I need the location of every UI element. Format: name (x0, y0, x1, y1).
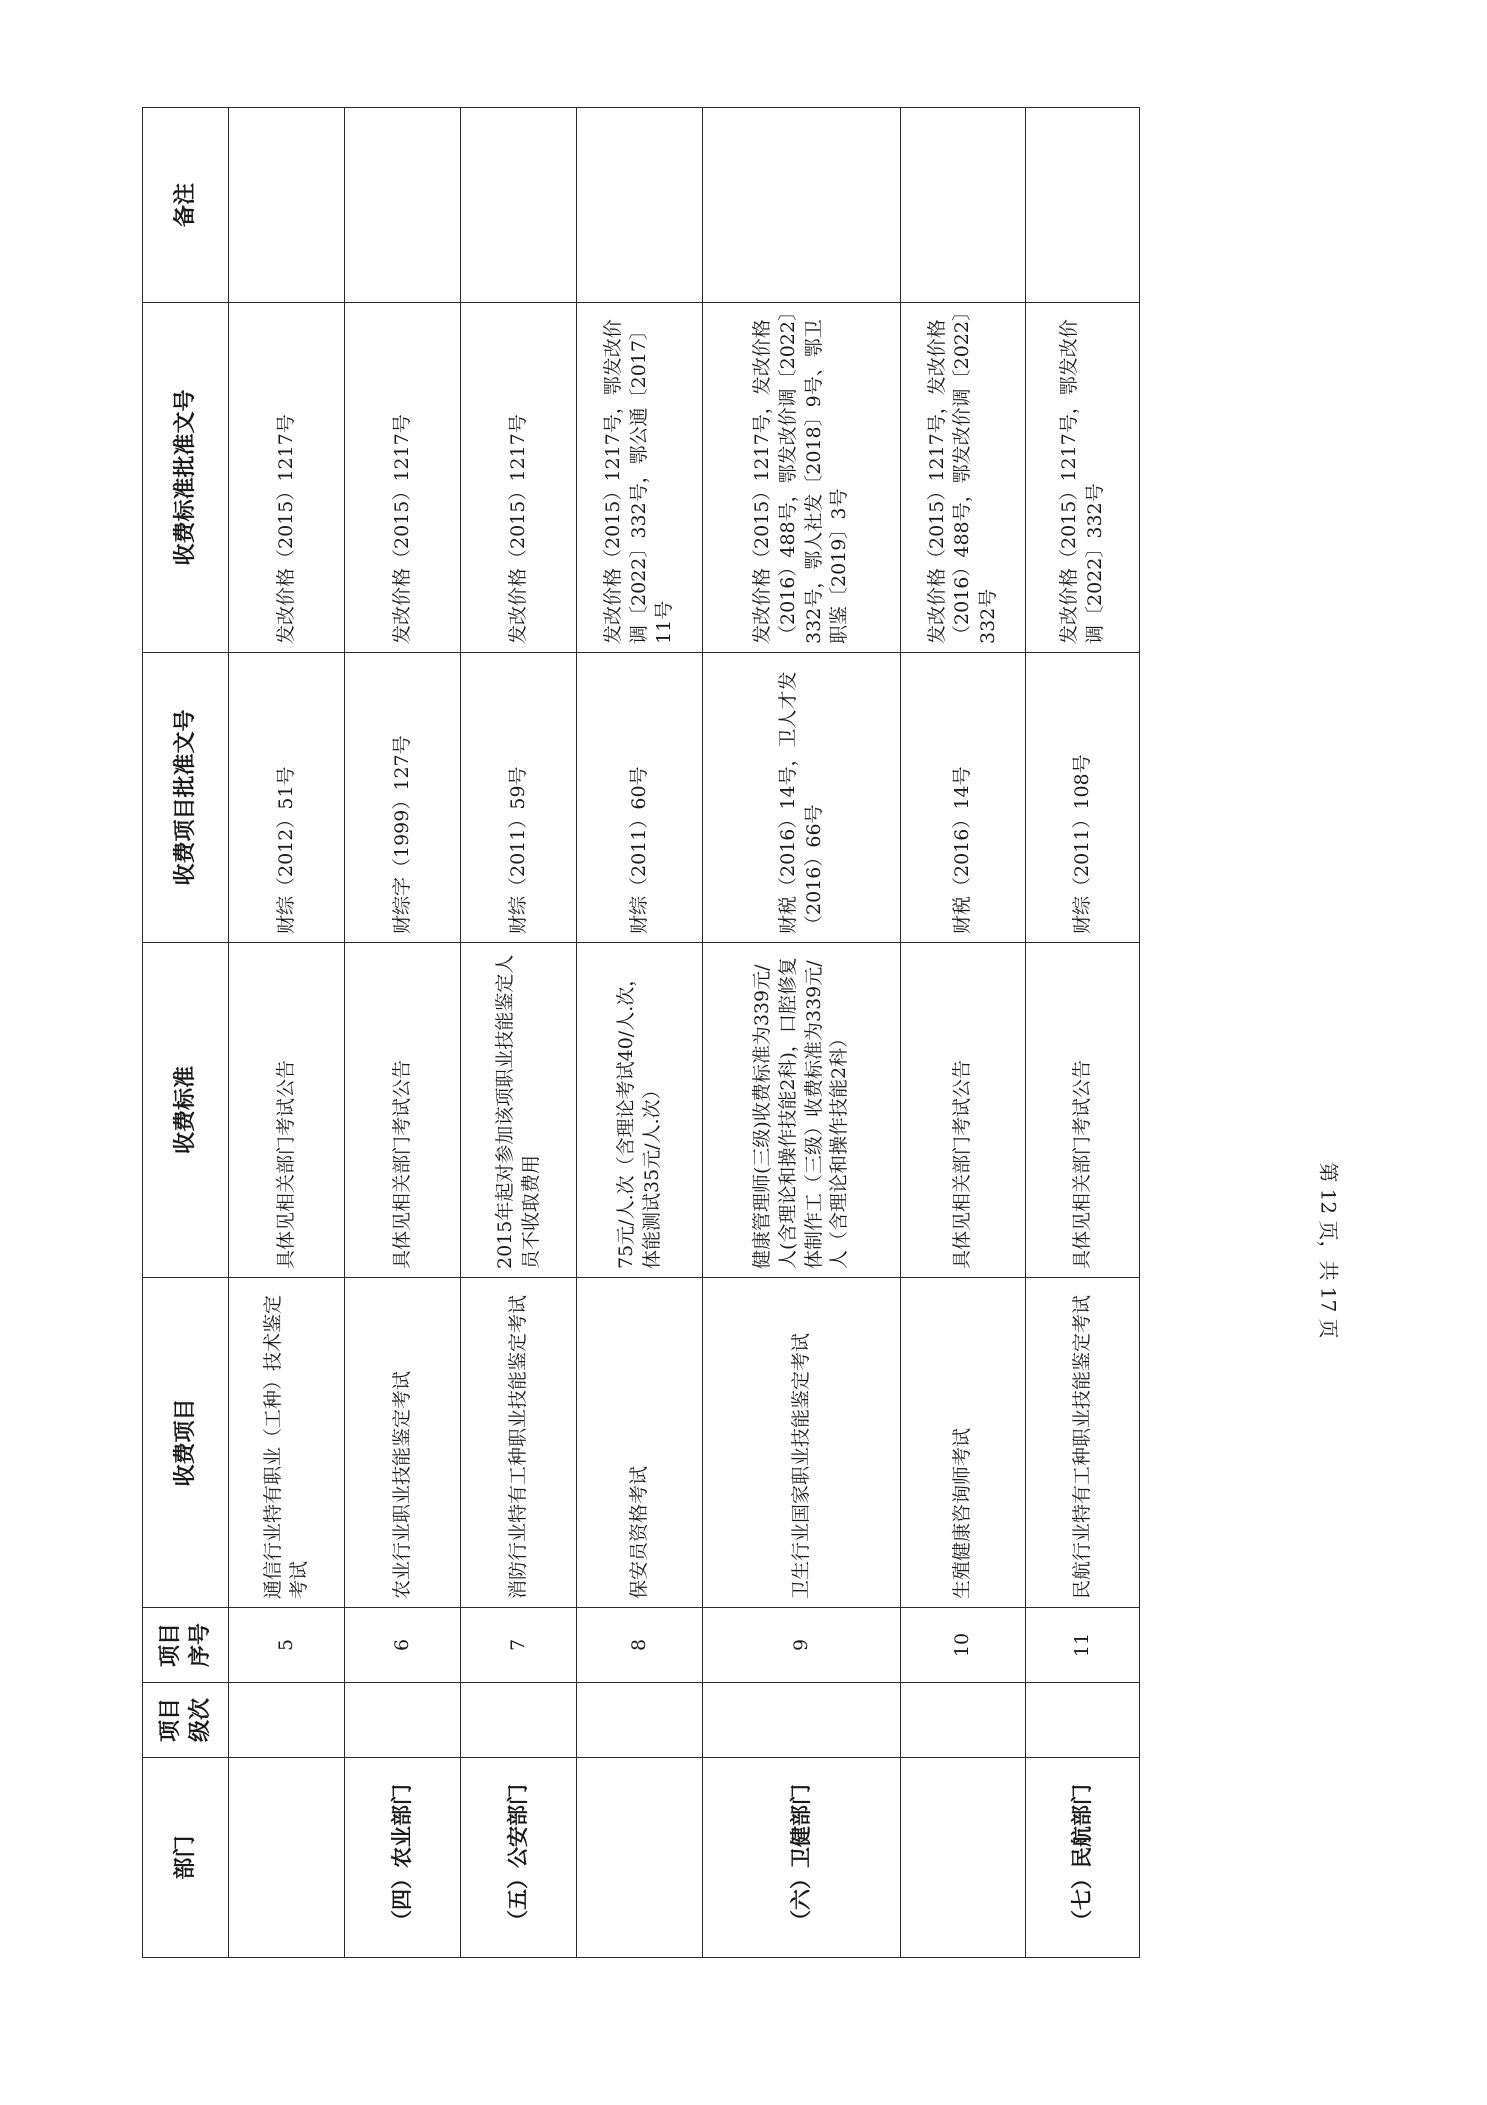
cell-level (229, 1683, 345, 1758)
cell-item: 通信行业特有职业（工种）技术鉴定考试 (229, 1278, 345, 1608)
header-note: 备注 (143, 108, 229, 303)
cell-note (229, 108, 345, 303)
header-approval: 收费项目批准文号 (143, 653, 229, 943)
table-row (1026, 108, 1140, 1958)
cell-item: 农业行业职业技能鉴定考试 (345, 1278, 461, 1608)
table-row (229, 108, 345, 1958)
header-item: 收费项目 (143, 1278, 229, 1608)
cell-dept (577, 1758, 703, 1958)
cell-std-approval: 发改价格（2015）1217号，鄂发改价调〔2022〕332号 (1026, 303, 1140, 653)
cell-level (1026, 1683, 1140, 1758)
table-row (901, 108, 1026, 1958)
cell-level (703, 1683, 901, 1758)
cell-seq: 5 (229, 1608, 345, 1683)
cell-approval: 财综（2011）60号 (577, 653, 703, 943)
cell-approval: 财综（2012）51号 (229, 653, 345, 943)
cell-note (1026, 108, 1140, 303)
page-number: 第 12 页，共 17 页 (1316, 1161, 1341, 1339)
cell-item: 卫生行业国家职业技能鉴定考试 (703, 1278, 901, 1608)
cell-note (577, 108, 703, 303)
cell-level (345, 1683, 461, 1758)
cell-note (345, 108, 461, 303)
cell-level (577, 1683, 703, 1758)
fee-table (142, 107, 1140, 1958)
cell-level (461, 1683, 577, 1758)
cell-approval: 财综字（1999）127号 (345, 653, 461, 943)
cell-approval: 财税（2016）14号 (901, 653, 1026, 943)
rotated-table-container (142, 108, 1139, 1958)
cell-level (901, 1683, 1026, 1758)
cell-std-approval: 发改价格（2015）1217号 (461, 303, 577, 653)
cell-std-approval: 发改价格（2015）1217号，鄂发改价调〔2022〕332号，鄂公通〔2017〕11号 (577, 303, 703, 653)
table-row (577, 108, 703, 1958)
header-dept: 部门 (143, 1758, 229, 1958)
header-std-approval: 收费标准批准文号 (143, 303, 229, 653)
cell-item: 生殖健康咨询师考试 (901, 1278, 1026, 1608)
cell-approval: 财综（2011）108号 (1026, 653, 1140, 943)
header-row (143, 108, 229, 1958)
table-row (703, 108, 901, 1958)
cell-standard: 健康管理师(三级)收费标准为339元/人(含理论和操作技能2科)，口腔修复体制作工（三级）收费标准为339元/人（含理论和操作技能2科） (703, 943, 901, 1278)
cell-note (703, 108, 901, 303)
cell-standard: 具体见相关部门考试公告 (229, 943, 345, 1278)
cell-std-approval: 发改价格（2015）1217号 (229, 303, 345, 653)
table-row (345, 108, 461, 1958)
cell-item: 保安员资格考试 (577, 1278, 703, 1608)
cell-note (461, 108, 577, 303)
cell-item: 民航行业特有工种职业技能鉴定考试 (1026, 1278, 1140, 1608)
cell-dept: （七）民航部门 (1026, 1758, 1140, 1958)
cell-item: 消防行业特有工种职业技能鉴定考试 (461, 1278, 577, 1608)
cell-standard: 具体见相关部门考试公告 (1026, 943, 1140, 1278)
cell-note (901, 108, 1026, 303)
cell-standard: 2015年起对参加该项职业技能鉴定人员不收取费用 (461, 943, 577, 1278)
header-standard: 收费标准 (143, 943, 229, 1278)
cell-dept: （六）卫健部门 (703, 1758, 901, 1958)
header-level: 项目级次 (143, 1683, 229, 1758)
cell-seq: 8 (577, 1608, 703, 1683)
cell-dept (229, 1758, 345, 1958)
cell-std-approval: 发改价格（2015）1217号，发改价格（2016）488号，鄂发改价调〔2022〕332号，鄂人社发〔2018〕9号、鄂卫职鉴〔2019〕3号 (703, 303, 901, 653)
cell-dept (901, 1758, 1026, 1958)
cell-approval: 财税（2016）14号，卫人才发（2016）66号 (703, 653, 901, 943)
table-row (461, 108, 577, 1958)
page-footer (1300, 1100, 1360, 1400)
cell-standard: 75元/人.次（含理论考试40/人.次，体能测试35元/人.次） (577, 943, 703, 1278)
cell-seq: 11 (1026, 1608, 1140, 1683)
cell-seq: 7 (461, 1608, 577, 1683)
cell-seq: 10 (901, 1608, 1026, 1683)
cell-approval: 财综（2011）59号 (461, 653, 577, 943)
cell-dept: （四）农业部门 (345, 1758, 461, 1958)
cell-seq: 6 (345, 1608, 461, 1683)
cell-standard: 具体见相关部门考试公告 (901, 943, 1026, 1278)
cell-seq: 9 (703, 1608, 901, 1683)
cell-std-approval: 发改价格（2015）1217号 (345, 303, 461, 653)
header-seq: 项目序号 (143, 1608, 229, 1683)
cell-std-approval: 发改价格（2015）1217号，发改价格（2016）488号，鄂发改价调〔2022〕332号 (901, 303, 1026, 653)
cell-dept: （五）公安部门 (461, 1758, 577, 1958)
cell-standard: 具体见相关部门考试公告 (345, 943, 461, 1278)
